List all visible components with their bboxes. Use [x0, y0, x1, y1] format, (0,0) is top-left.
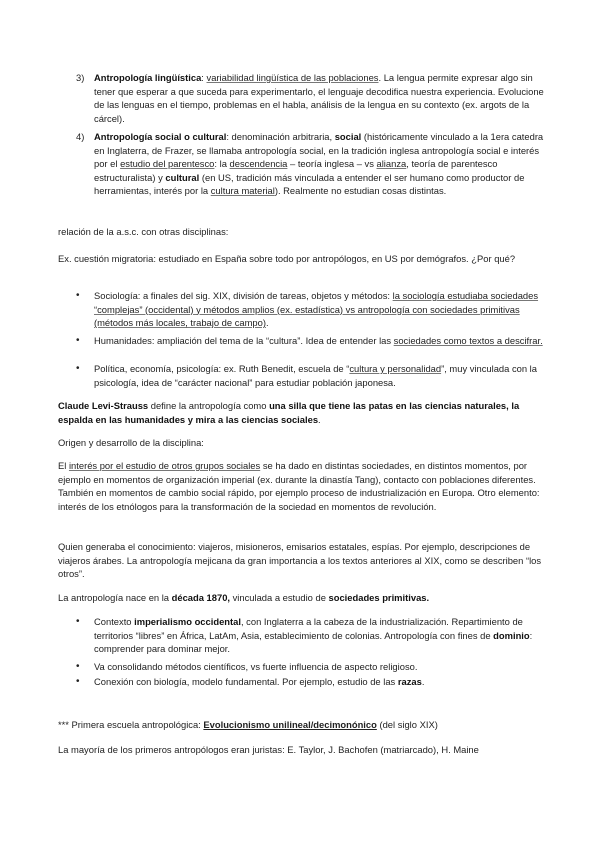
bullet-icon: • [76, 290, 80, 301]
underlined-phrase: variabilidad lingüística de las poblaciones [206, 72, 379, 83]
bullet-icon: • [76, 661, 80, 672]
bullet-icon: • [76, 363, 80, 374]
list-item-contexto: • Contexto imperialismo occidental, con Inglaterra a la cabeza de la industrialización. Repartimiento de territorios “libres” en África, LatAm, Asia, establecimiento de colonias. Antropología con fines de dominio: comprender para dominar mejor. [76, 616, 533, 655]
paragraph-relacion: relación de la a.s.c. con otras disciplinas: [58, 226, 229, 237]
bullet-icon: • [76, 335, 80, 346]
list-item-politica: • Política, economía, psicología: ex. Ruth Benedit, escuela de “cultura y personalidad”, muy vinculada con la psicología, idea de “carácter nacional” para estudiar población japonesa. [76, 363, 537, 388]
paragraph-juristas: La mayoría de los primeros antropólogos eran juristas: E. Taylor, J. Bachofen (matriarcado), H. Maine [58, 744, 479, 755]
list-item-antropologia-linguistica: 3) Antropología lingüística: variabilidad lingüística de las poblaciones. La lengua permite expresar algo sin tener que esperar a que suceda para experimentarlo, el lenguaje decodifica nuestra experiencia. Evolucione de las lenguas en el tiempo, problemas en el habla, análisis de la lengua en su contexto (ex. argots de la cárcel). [76, 72, 544, 124]
paragraph-levi-strauss: Claude Levi-Strauss define la antropología como una silla que tiene las patas en las ciencias naturales, la espalda en las humanidades y mira a las ciencias sociales. [58, 400, 520, 425]
paragraph-quien: Quien generaba el conocimiento: viajeros, misioneros, emisarios estatales, espías. Por ejemplo, descripciones de viajeros árabes. La antropología mejicana da gran importancia a los textos anteriores al XIX, como se describen “los otros”. [58, 541, 542, 580]
term-antropologia-social: Antropología social o cultural [94, 131, 227, 142]
list-item-biologia: • Conexión con biología, modelo fundamental. Por ejemplo, estudio de las razas. [76, 676, 425, 687]
list-item-sociologia: • Sociología: a finales del sig. XIX, división de tareas, objetos y métodos: la sociología estudiaba sociedades “complejas” (occidental) y métodos amplios (ex. estadística) vs antropología con sociedades primitivas (métodos más locales, trabajo de campo). [76, 290, 539, 329]
paragraph-migracion: Ex. cuestión migratoria: estudiado en España sobre todo por antropólogos, en US por demógrafos. ¿Por qué? [58, 253, 516, 264]
bullet-icon: • [76, 616, 80, 627]
list-item-antropologia-social: 4) Antropología social o cultural: denominación arbitraria, social (históricamente vinculado a la 1era catedra en Inglaterra, de Frazer, se llamaba antropología social, en la tradición inglesa antropología social e interés por el estudio del parentesco: la descendencia – teoría inglesa – vs alianza, teoría de parentesco estructuralista) y cultural (en US, tradición más vinculada a entender el ser humano como productor de herramientas, interés por la cultura material). Realmente no estudian cosas distintas. [76, 131, 544, 197]
list-number: 3) [76, 72, 85, 83]
paragraph-interes: El interés por el estudio de otros grupos sociales se ha dado en distintas sociedades, en distintos momentos, por ejemplo en momentos de organización imperial (ex. durante la dinastía Tang), contacto con poblaciones diferentes. También en momentos de cambio social rápido, por ejemplo proceso de industrialización en Europa. Otro elemento: interés de los etnólogos para la transformación de la sociedad en momentos de revolución. [58, 460, 540, 512]
author-name: Claude Levi-Strauss [58, 400, 149, 411]
list-number: 4) [76, 131, 85, 142]
paragraph-origen: Origen y desarrollo de la disciplina: [58, 437, 204, 448]
list-item-metodos: • Va consolidando métodos científicos, vs fuerte influencia de aspecto religioso. [76, 661, 418, 672]
bullet-icon: • [76, 676, 80, 687]
paragraph-nace: La antropología nace en la década 1870, vinculada a estudio de sociedades primitivas. [58, 592, 430, 603]
list-item-humanidades: • Humanidades: ampliación del tema de la “cultura”. Idea de entender las sociedades como textos a descifrar. [76, 335, 543, 346]
term-antropologia-linguistica: Antropología lingüística [94, 72, 202, 83]
paragraph-primera-escuela: *** Primera escuela antropológica: Evolucionismo unilineal/decimonónico (del siglo XIX) [58, 719, 438, 730]
